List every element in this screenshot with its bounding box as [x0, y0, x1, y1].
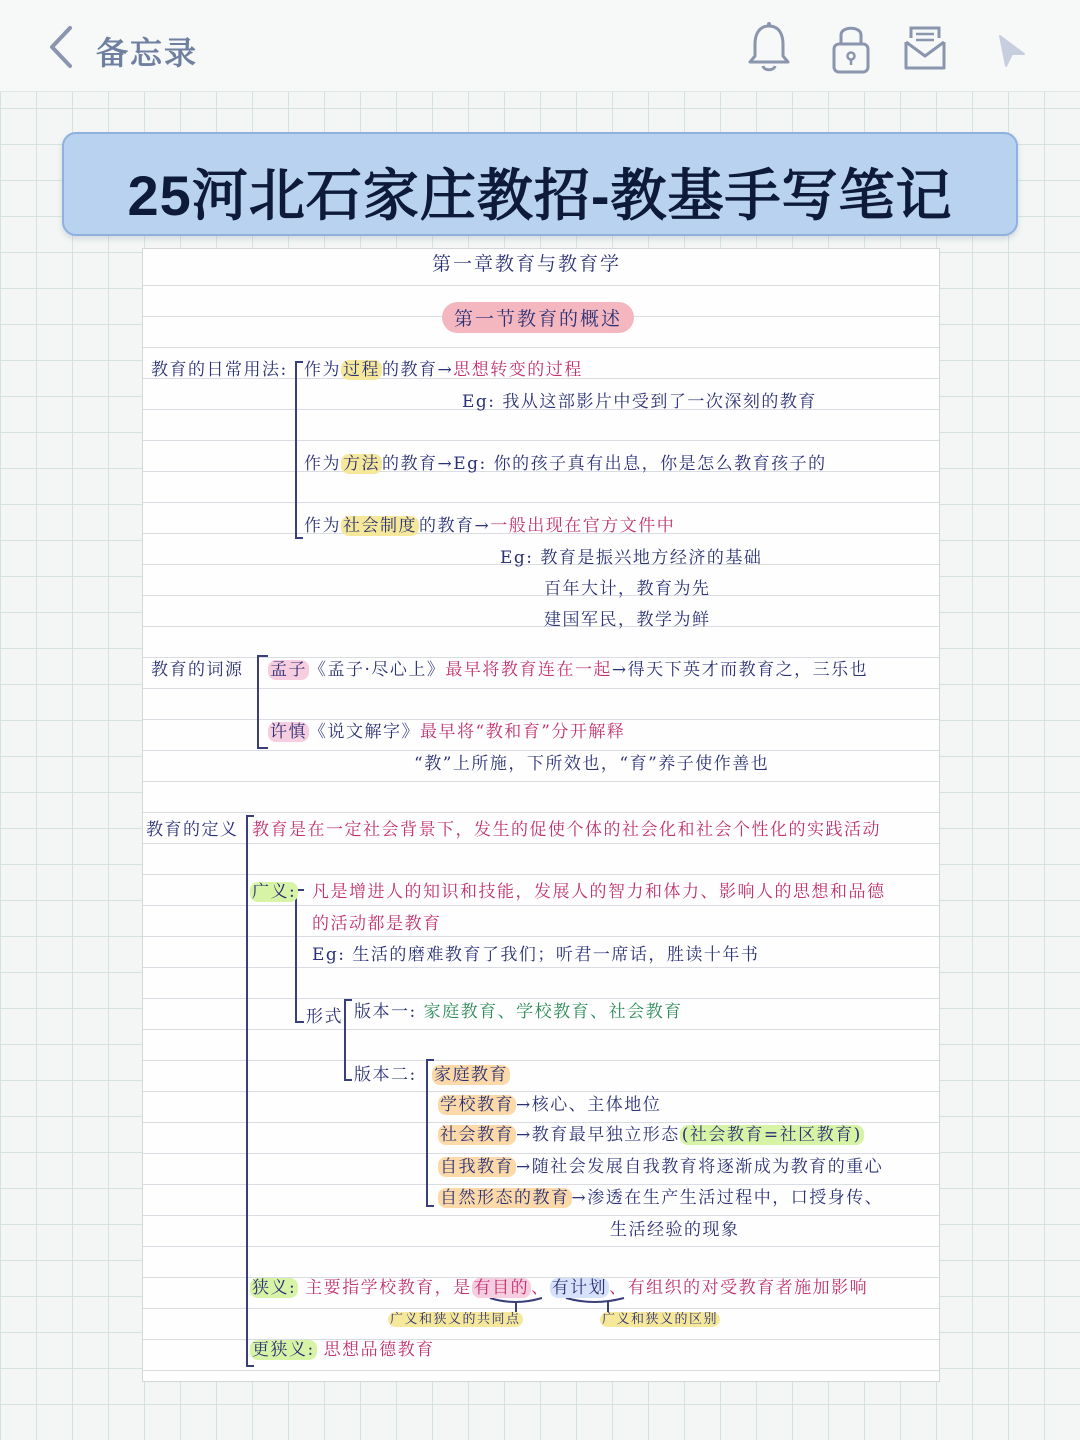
usage-system-eg2: 百年大计，教育为先 [544, 579, 711, 599]
lock-icon[interactable] [826, 20, 876, 76]
v2-item-social: 社会教育 →教育最早独立形态 (社会教育=社区教育) [440, 1125, 862, 1145]
v2-item-family: 家庭教育 [434, 1065, 508, 1085]
version-one-line: 版本一: 家庭教育、学校教育、社会教育 [354, 1002, 683, 1022]
v2-item-school: 学校教育 →核心、主体地位 [440, 1095, 662, 1115]
send-icon[interactable] [990, 20, 1030, 76]
broad-text-1: 凡是增进人的知识和技能，发展人的智力和体力、影响人的思想和品德 [312, 882, 886, 902]
daily-usage-label: 教育的日常用法: [151, 360, 288, 380]
definition-main: 教育是在一定社会背景下，发生的促使个体的社会化和社会个性化的实践活动 [252, 820, 881, 840]
form-label: 形式 [306, 1007, 343, 1027]
top-bar [0, 0, 1080, 92]
version-two-label: 版本二: [354, 1065, 417, 1085]
usage-process-line: 作为 过程 的教育→思想转变的过程 [304, 360, 583, 380]
definition-label: 教育的定义 [146, 820, 239, 840]
narrower-line: 更狭义: 思想品德教育 [252, 1340, 435, 1360]
bell-icon[interactable] [744, 20, 794, 76]
section-title: 第一节教育的概述 [442, 302, 634, 333]
usage-system-eg3: 建国军民，教学为鲜 [544, 610, 711, 630]
usage-system-line: 作为 社会制度 的教育→一般出现在官方文件中 [304, 516, 676, 536]
note-common: 广义和狭义的共同点 [390, 1312, 521, 1327]
etymology-mencius-line: 孟子 《孟子·尽心上》最早将教育连在一起→得天下英才而教育之，三乐也 [270, 660, 869, 680]
v2-item-natural-cont: 生活经验的现象 [610, 1220, 740, 1240]
banner-title: 25河北石家庄教招-教基手写笔记 [127, 164, 953, 227]
note-diff: 广义和狭义的区别 [602, 1312, 719, 1327]
etymology-xushen-explain: “教”上所施，下所效也，“育”养子使作善也 [414, 754, 770, 774]
broad-eg: Eg: 生活的磨难教育了我们；听君一席话，胜读十年书 [312, 945, 760, 965]
etymology-xushen-line: 许慎 《说文解字》最早将“教和育”分开解释 [270, 722, 626, 742]
note-paper [142, 248, 940, 1382]
app-title: 备忘录 [96, 34, 199, 72]
chapter-title: 第一章教育与教育学 [432, 253, 622, 275]
narrow-line: 狭义: 主要指学校教育，是 有目的 、 有计划 、有组织的对受教育者施加影响 [252, 1278, 869, 1298]
usage-process-eg: Eg: 我从这部影片中受到了一次深刻的教育 [462, 392, 817, 412]
usage-method-line: 作为 方法 的教育→Eg: 你的孩子真有出息，你是怎么教育孩子的 [304, 454, 827, 474]
usage-system-eg1: Eg: 教育是振兴地方经济的基础 [500, 548, 763, 568]
broad-text-2: 的活动都是教育 [312, 914, 442, 934]
broad-label: 广义: [252, 882, 297, 902]
mail-icon[interactable] [900, 20, 950, 76]
etymology-label: 教育的词源 [151, 660, 244, 680]
chevron-left-icon[interactable] [42, 22, 82, 72]
v2-item-natural: 自然形态的教育 →渗透在生产生活过程中，口授身传、 [440, 1188, 884, 1208]
v2-item-self: 自我教育 →随社会发展自我教育将逐渐成为教育的重心 [440, 1157, 884, 1177]
title-banner [62, 132, 1018, 236]
